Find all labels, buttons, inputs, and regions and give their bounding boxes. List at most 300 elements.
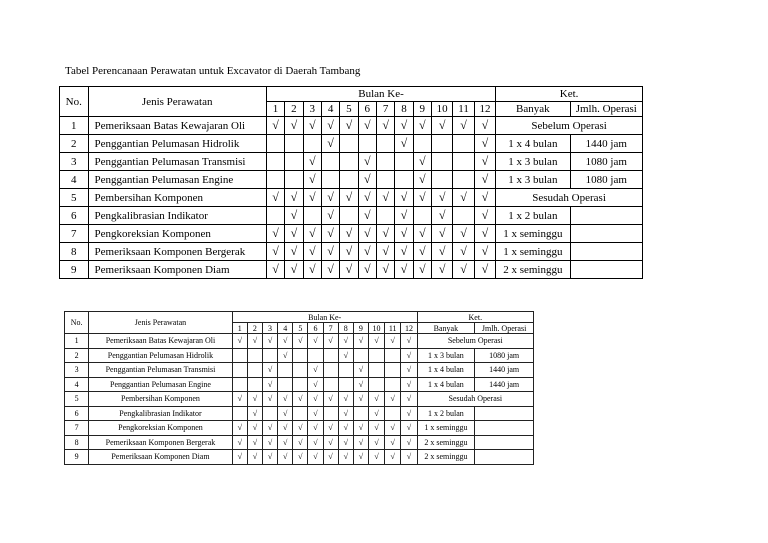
month-check: √ <box>431 261 452 279</box>
header-month: 2 <box>247 323 262 334</box>
header-month: 3 <box>303 102 321 117</box>
month-check: √ <box>401 406 417 421</box>
header-ket: Ket. <box>496 87 643 102</box>
row-number: 1 <box>65 334 89 349</box>
table-row <box>65 435 534 450</box>
month-check: √ <box>401 421 417 436</box>
row-jenis-perawatan: Pengkalibrasian Indikator <box>88 207 266 225</box>
header-month: 7 <box>323 323 338 334</box>
month-check: √ <box>232 435 247 450</box>
month-check: √ <box>474 153 495 171</box>
month-check <box>340 207 358 225</box>
header-month: 8 <box>338 323 353 334</box>
month-check: √ <box>368 334 384 349</box>
month-check: √ <box>474 171 495 189</box>
row-number: 9 <box>60 261 89 279</box>
month-check: √ <box>431 117 452 135</box>
month-check: √ <box>293 421 308 436</box>
month-check <box>413 207 431 225</box>
month-check <box>376 207 394 225</box>
month-check: √ <box>353 392 368 407</box>
month-check: √ <box>353 363 368 378</box>
month-check <box>453 153 474 171</box>
table-row <box>60 189 643 207</box>
table-row <box>65 450 534 465</box>
table-row <box>65 363 534 378</box>
month-check <box>358 135 376 153</box>
row-number: 6 <box>60 207 89 225</box>
month-check: √ <box>247 435 262 450</box>
month-check: √ <box>293 435 308 450</box>
month-check: √ <box>266 189 284 207</box>
month-check <box>340 153 358 171</box>
month-check <box>353 406 368 421</box>
row-banyak: 2 x seminggu <box>417 450 475 465</box>
month-check <box>323 377 338 392</box>
row-banyak: 1 x 2 bulan <box>417 406 475 421</box>
month-check: √ <box>340 261 358 279</box>
month-check <box>266 171 284 189</box>
month-check: √ <box>293 334 308 349</box>
month-check: √ <box>323 392 338 407</box>
month-check <box>278 377 293 392</box>
month-check <box>285 171 303 189</box>
month-check: √ <box>385 392 401 407</box>
month-check: √ <box>285 207 303 225</box>
table-caption: Tabel Perencanaan Perawatan untuk Excavator di Daerah Tambang <box>65 65 361 77</box>
table-row <box>65 392 534 407</box>
month-check: √ <box>401 450 417 465</box>
row-banyak: 1 x 2 bulan <box>496 207 570 225</box>
month-check: √ <box>308 421 323 436</box>
month-check <box>395 171 413 189</box>
month-check: √ <box>474 261 495 279</box>
header-banyak: Banyak <box>417 323 475 334</box>
header-month: 8 <box>395 102 413 117</box>
header-month: 7 <box>376 102 394 117</box>
month-check: √ <box>474 225 495 243</box>
row-jenis-perawatan: Pemeriksaan Batas Kewajaran Oli <box>89 334 232 349</box>
row-banyak: 1 x 4 bulan <box>417 377 475 392</box>
row-jenis-perawatan: Pemeriksaan Komponen Diam <box>89 450 232 465</box>
header-jenis-perawatan: Jenis Perawatan <box>88 87 266 117</box>
row-jmlh-operasi <box>570 261 642 279</box>
row-jmlh-operasi: 1440 jam <box>475 377 534 392</box>
month-check: √ <box>266 261 284 279</box>
header-month: 6 <box>358 102 376 117</box>
table-row <box>60 225 643 243</box>
month-check <box>431 153 452 171</box>
header-month: 6 <box>308 323 323 334</box>
month-check: √ <box>262 450 277 465</box>
row-jenis-perawatan: Pembersihan Komponen <box>88 189 266 207</box>
maintenance-table-1 <box>59 86 643 279</box>
month-check: √ <box>262 377 277 392</box>
month-check: √ <box>358 171 376 189</box>
month-check: √ <box>338 406 353 421</box>
month-check <box>232 406 247 421</box>
month-check: √ <box>368 421 384 436</box>
row-jmlh-operasi <box>475 435 534 450</box>
month-check: √ <box>395 207 413 225</box>
month-check <box>323 348 338 363</box>
row-number: 6 <box>65 406 89 421</box>
row-jmlh-operasi <box>475 421 534 436</box>
month-check <box>321 153 339 171</box>
month-check <box>247 348 262 363</box>
month-check: √ <box>278 406 293 421</box>
row-banyak: 2 x seminggu <box>417 435 475 450</box>
month-check: √ <box>431 207 452 225</box>
month-check: √ <box>303 243 321 261</box>
table-2-body <box>65 312 534 465</box>
month-check: √ <box>321 243 339 261</box>
month-check: √ <box>401 435 417 450</box>
month-check: √ <box>340 189 358 207</box>
month-check: √ <box>413 261 431 279</box>
month-check <box>323 363 338 378</box>
month-check <box>247 377 262 392</box>
month-check: √ <box>353 334 368 349</box>
month-check <box>232 377 247 392</box>
month-check: √ <box>338 392 353 407</box>
table-row <box>65 377 534 392</box>
month-check <box>453 171 474 189</box>
month-check: √ <box>303 153 321 171</box>
header-month: 9 <box>413 102 431 117</box>
month-check: √ <box>401 334 417 349</box>
month-check: √ <box>395 135 413 153</box>
table-row <box>60 153 643 171</box>
month-check: √ <box>453 225 474 243</box>
month-check: √ <box>353 421 368 436</box>
month-check <box>376 171 394 189</box>
month-check: √ <box>308 450 323 465</box>
month-check: √ <box>285 243 303 261</box>
row-number: 2 <box>65 348 89 363</box>
header-jenis-perawatan: Jenis Perawatan <box>89 312 232 334</box>
table-row <box>60 117 643 135</box>
month-check: √ <box>247 334 262 349</box>
row-number: 1 <box>60 117 89 135</box>
month-check <box>453 135 474 153</box>
month-check: √ <box>474 135 495 153</box>
month-check: √ <box>247 450 262 465</box>
row-banyak: 1 x 4 bulan <box>496 135 570 153</box>
header-month: 10 <box>431 102 452 117</box>
row-number: 4 <box>65 377 89 392</box>
table-row <box>60 243 643 261</box>
month-check: √ <box>262 392 277 407</box>
month-check: √ <box>323 450 338 465</box>
row-jenis-perawatan: Pemeriksaan Komponen Bergerak <box>89 435 232 450</box>
month-check: √ <box>474 207 495 225</box>
header-no: No. <box>60 87 89 117</box>
month-check: √ <box>474 117 495 135</box>
table-row <box>60 207 643 225</box>
month-check: √ <box>262 421 277 436</box>
table-row <box>65 334 534 349</box>
row-number: 3 <box>65 363 89 378</box>
month-check: √ <box>340 117 358 135</box>
row-jmlh-operasi: 1440 jam <box>475 363 534 378</box>
header-bulan-ke: Bulan Ke- <box>232 312 417 323</box>
row-banyak: 1 x seminggu <box>496 225 570 243</box>
month-check <box>266 207 284 225</box>
month-check: √ <box>308 435 323 450</box>
row-number: 5 <box>60 189 89 207</box>
month-check <box>385 363 401 378</box>
month-check: √ <box>368 450 384 465</box>
month-check: √ <box>321 189 339 207</box>
month-check: √ <box>376 243 394 261</box>
month-check: √ <box>431 243 452 261</box>
table-row <box>65 348 534 363</box>
month-check: √ <box>453 243 474 261</box>
header-month: 4 <box>278 323 293 334</box>
month-check <box>262 406 277 421</box>
month-check: √ <box>395 243 413 261</box>
row-jenis-perawatan: Pembersihan Komponen <box>89 392 232 407</box>
month-check: √ <box>413 225 431 243</box>
month-check <box>453 207 474 225</box>
month-check <box>385 406 401 421</box>
row-banyak: 1 x seminggu <box>496 243 570 261</box>
month-check: √ <box>293 392 308 407</box>
row-jenis-perawatan: Pengkoreksian Komponen <box>89 421 232 436</box>
month-check: √ <box>323 421 338 436</box>
month-check <box>338 377 353 392</box>
month-check: √ <box>338 334 353 349</box>
header-month: 1 <box>266 102 284 117</box>
row-banyak: 2 x seminggu <box>496 261 570 279</box>
header-jmlh-operasi: Jmlh. Operasi <box>475 323 534 334</box>
month-check: √ <box>308 363 323 378</box>
month-check <box>323 406 338 421</box>
row-jenis-perawatan: Penggantian Pelumasan Hidrolik <box>88 135 266 153</box>
row-jenis-perawatan: Penggantian Pelumasan Hidrolik <box>89 348 232 363</box>
header-month: 12 <box>401 323 417 334</box>
row-number: 7 <box>60 225 89 243</box>
row-jmlh-operasi: 1080 jam <box>570 171 642 189</box>
row-keterangan: Sebelum Operasi <box>417 334 533 349</box>
month-check: √ <box>358 117 376 135</box>
month-check: √ <box>321 225 339 243</box>
month-check: √ <box>431 225 452 243</box>
month-check: √ <box>385 450 401 465</box>
month-check: √ <box>303 261 321 279</box>
month-check <box>368 363 384 378</box>
header-month: 12 <box>474 102 495 117</box>
month-check: √ <box>323 435 338 450</box>
header-banyak: Banyak <box>496 102 570 117</box>
row-number: 9 <box>65 450 89 465</box>
month-check: √ <box>247 421 262 436</box>
header-month: 5 <box>293 323 308 334</box>
month-check <box>368 348 384 363</box>
month-check: √ <box>453 261 474 279</box>
row-jmlh-operasi: 1080 jam <box>475 348 534 363</box>
month-check: √ <box>308 406 323 421</box>
month-check: √ <box>232 334 247 349</box>
month-check <box>340 135 358 153</box>
month-check: √ <box>247 392 262 407</box>
month-check: √ <box>395 261 413 279</box>
month-check: √ <box>285 117 303 135</box>
month-check: √ <box>368 406 384 421</box>
month-check: √ <box>323 334 338 349</box>
month-check: √ <box>321 207 339 225</box>
month-check: √ <box>401 392 417 407</box>
month-check: √ <box>232 421 247 436</box>
month-check <box>385 348 401 363</box>
month-check: √ <box>338 450 353 465</box>
month-check: √ <box>353 435 368 450</box>
row-number: 2 <box>60 135 89 153</box>
month-check: √ <box>358 189 376 207</box>
month-check: √ <box>413 171 431 189</box>
month-check: √ <box>262 363 277 378</box>
row-jenis-perawatan: Pengkalibrasian Indikator <box>89 406 232 421</box>
month-check: √ <box>368 435 384 450</box>
header-month: 11 <box>453 102 474 117</box>
month-check: √ <box>285 261 303 279</box>
row-keterangan: Sesudah Operasi <box>496 189 643 207</box>
month-check <box>278 363 293 378</box>
row-jmlh-operasi: 1080 jam <box>570 153 642 171</box>
month-check <box>293 377 308 392</box>
month-check: √ <box>278 334 293 349</box>
header-month: 2 <box>285 102 303 117</box>
row-jenis-perawatan: Pemeriksaan Batas Kewajaran Oli <box>88 117 266 135</box>
month-check <box>303 135 321 153</box>
header-row <box>60 87 643 102</box>
month-check: √ <box>401 348 417 363</box>
row-keterangan: Sesudah Operasi <box>417 392 533 407</box>
month-check <box>395 153 413 171</box>
month-check <box>353 348 368 363</box>
month-check: √ <box>474 243 495 261</box>
row-keterangan: Sebelum Operasi <box>496 117 643 135</box>
month-check <box>340 171 358 189</box>
month-check <box>385 377 401 392</box>
month-check: √ <box>285 225 303 243</box>
month-check <box>262 348 277 363</box>
month-check <box>431 135 452 153</box>
row-banyak: 1 x 3 bulan <box>496 153 570 171</box>
row-number: 4 <box>60 171 89 189</box>
row-jmlh-operasi: 1440 jam <box>570 135 642 153</box>
month-check: √ <box>247 406 262 421</box>
month-check <box>308 348 323 363</box>
month-check <box>303 207 321 225</box>
header-month: 1 <box>232 323 247 334</box>
header-month: 11 <box>385 323 401 334</box>
row-banyak: 1 x seminggu <box>417 421 475 436</box>
header-month: 9 <box>353 323 368 334</box>
month-check <box>232 363 247 378</box>
month-check: √ <box>303 225 321 243</box>
month-check: √ <box>376 117 394 135</box>
month-check: √ <box>262 435 277 450</box>
header-month: 4 <box>321 102 339 117</box>
row-jenis-perawatan: Penggantian Pelumasan Engine <box>88 171 266 189</box>
month-check: √ <box>266 225 284 243</box>
month-check <box>376 135 394 153</box>
month-check: √ <box>340 243 358 261</box>
month-check: √ <box>453 117 474 135</box>
month-check <box>266 135 284 153</box>
month-check <box>431 171 452 189</box>
month-check: √ <box>285 189 303 207</box>
month-check: √ <box>308 334 323 349</box>
month-check: √ <box>431 189 452 207</box>
month-check: √ <box>413 243 431 261</box>
header-ket: Ket. <box>417 312 533 323</box>
month-check: √ <box>321 117 339 135</box>
month-check <box>338 363 353 378</box>
month-check: √ <box>385 334 401 349</box>
month-check: √ <box>395 117 413 135</box>
month-check <box>285 153 303 171</box>
header-no: No. <box>65 312 89 334</box>
row-number: 7 <box>65 421 89 436</box>
month-check: √ <box>353 450 368 465</box>
month-check: √ <box>232 450 247 465</box>
row-number: 3 <box>60 153 89 171</box>
month-check: √ <box>413 117 431 135</box>
month-check <box>413 135 431 153</box>
month-check: √ <box>358 207 376 225</box>
row-jenis-perawatan: Penggantian Pelumasan Transmisi <box>89 363 232 378</box>
table-row <box>60 261 643 279</box>
month-check: √ <box>385 421 401 436</box>
month-check <box>293 363 308 378</box>
month-check <box>321 171 339 189</box>
month-check: √ <box>278 348 293 363</box>
month-check <box>232 348 247 363</box>
month-check: √ <box>358 261 376 279</box>
month-check: √ <box>385 435 401 450</box>
month-check <box>293 406 308 421</box>
header-bulan-ke: Bulan Ke- <box>266 87 495 102</box>
header-month: 3 <box>262 323 277 334</box>
row-jenis-perawatan: Pengkoreksian Komponen <box>88 225 266 243</box>
month-check: √ <box>338 421 353 436</box>
month-check: √ <box>266 117 284 135</box>
month-check: √ <box>353 377 368 392</box>
month-check: √ <box>358 153 376 171</box>
month-check: √ <box>278 421 293 436</box>
month-check <box>293 348 308 363</box>
row-number: 8 <box>60 243 89 261</box>
month-check: √ <box>293 450 308 465</box>
month-check: √ <box>376 189 394 207</box>
table-row <box>60 171 643 189</box>
month-check: √ <box>278 435 293 450</box>
table-1-body <box>60 87 643 279</box>
table-row <box>65 421 534 436</box>
month-check: √ <box>413 153 431 171</box>
month-check: √ <box>278 450 293 465</box>
row-jmlh-operasi <box>475 450 534 465</box>
month-check: √ <box>303 117 321 135</box>
month-check: √ <box>262 334 277 349</box>
table-row <box>65 406 534 421</box>
month-check: √ <box>340 225 358 243</box>
month-check: √ <box>232 392 247 407</box>
row-jenis-perawatan: Penggantian Pelumasan Engine <box>89 377 232 392</box>
